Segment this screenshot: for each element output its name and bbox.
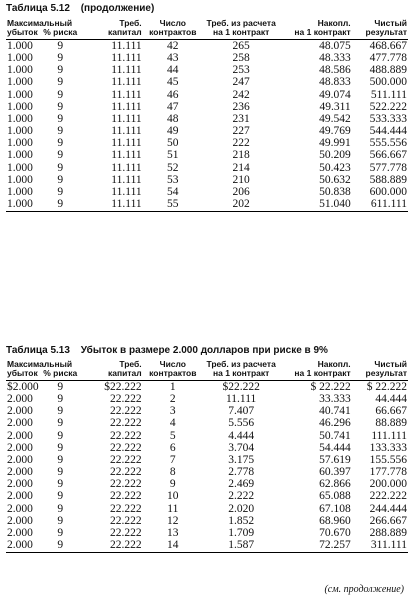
required-per-contract-cell: 1.709: [228, 526, 255, 539]
risk-percent-cell: 9: [57, 466, 64, 479]
risk-percent-cell: 9: [57, 502, 64, 515]
accumulated-cell: 51.040: [279, 198, 351, 212]
accumulated-cell: 49.311: [319, 100, 351, 113]
accumulated-cell: 62.866: [319, 478, 351, 491]
contracts-cell: 45: [167, 76, 179, 89]
accumulated-cell: 48.333: [319, 52, 351, 65]
table-row: [6, 503, 408, 515]
contracts-cell: 54: [167, 185, 179, 198]
net-result-cell: 488.889: [369, 64, 407, 77]
required-per-contract-cell: 11.111: [225, 393, 257, 406]
max-loss-cell: 2.000: [7, 393, 33, 406]
required-capital-cell: 22.222: [78, 539, 142, 553]
net-result-cell: 200.000: [369, 478, 407, 491]
contracts-cell: 48: [167, 112, 179, 125]
accumulated-cell: 49.769: [319, 125, 351, 138]
table-row: [6, 417, 408, 429]
required-capital-cell: 11.111: [111, 100, 142, 113]
col-header-risk-percent: % риска: [42, 360, 78, 381]
table-row: [6, 198, 408, 212]
net-result-cell: 511.111: [370, 88, 407, 101]
contracts-cell: 55: [143, 198, 203, 212]
max-loss-cell: 1.000: [7, 88, 33, 101]
table-row: [6, 454, 408, 466]
table-row: [6, 64, 408, 76]
col-header-max-loss: Максимальный убыток: [6, 360, 42, 381]
net-result-cell: 155.556: [369, 453, 407, 466]
col-header-required-per-contract: Треб. из расчета на 1 контракт: [203, 19, 279, 40]
net-result-cell: 555.556: [369, 137, 407, 150]
required-per-contract-cell: 242: [232, 88, 250, 101]
max-loss-cell: 2.000: [7, 453, 33, 466]
required-per-contract-cell: 2.778: [228, 466, 255, 479]
contracts-cell: 5: [169, 429, 176, 442]
accumulated-cell: 70.670: [319, 526, 351, 539]
accumulated-cell: 50.423: [319, 161, 351, 174]
net-result-cell: 566.667: [369, 149, 407, 162]
max-loss-cell: 1.000: [7, 125, 33, 138]
contracts-cell: 1: [169, 381, 176, 393]
accumulated-cell: 68.960: [319, 514, 351, 527]
risk-percent-cell: 9: [57, 453, 64, 466]
net-result-cell: 588.889: [369, 173, 407, 186]
risk-percent-cell: 9: [57, 173, 64, 186]
net-result-cell: 311.111: [352, 539, 408, 553]
net-result-cell: 111.111: [371, 429, 407, 442]
required-per-contract-cell: 1.852: [228, 514, 255, 527]
net-result-cell: 266.667: [369, 514, 407, 527]
accumulated-cell: $ 22.222: [310, 381, 351, 393]
required-per-contract-cell: 3.175: [228, 453, 255, 466]
required-per-contract-cell: 247: [232, 76, 250, 89]
contracts-cell: 4: [169, 417, 176, 430]
contracts-cell: 2: [169, 393, 176, 406]
contracts-cell: 11: [167, 502, 179, 515]
table-number: Таблица 5.12: [6, 3, 70, 14]
accumulated-cell: 50.632: [319, 173, 351, 186]
risk-percent-cell: 9: [57, 161, 64, 174]
continued-note: (см. продолжение): [324, 584, 404, 595]
max-loss-cell: 2.000: [7, 502, 33, 515]
required-capital-cell: 22.222: [110, 417, 142, 430]
table-row: [6, 527, 408, 539]
required-capital-cell: 11.111: [111, 149, 142, 162]
required-capital-cell: 22.222: [110, 526, 142, 539]
max-loss-cell: 2.000: [7, 490, 33, 503]
max-loss-cell: 1.000: [7, 137, 33, 150]
contracts-cell: 46: [167, 88, 179, 101]
required-capital-cell: 11.111: [111, 161, 142, 174]
contracts-cell: 6: [169, 441, 176, 454]
contracts-cell: 8: [169, 466, 176, 479]
required-capital-cell: $22.222: [104, 381, 142, 393]
accumulated-cell: 49.991: [319, 137, 351, 150]
required-per-contract-cell: 2.020: [228, 502, 255, 515]
max-loss-cell: 1.000: [7, 185, 33, 198]
required-capital-cell: 11.111: [78, 198, 142, 212]
required-per-contract-cell: 253: [232, 64, 250, 77]
risk-percent-cell: 9: [57, 429, 64, 442]
required-capital-cell: 22.222: [110, 478, 142, 491]
net-result-cell: 288.889: [369, 526, 407, 539]
net-result-cell: 577.778: [369, 161, 407, 174]
max-loss-cell: 2.000: [7, 466, 33, 479]
required-per-contract-cell: 227: [232, 125, 250, 138]
net-result-cell: 611.111: [352, 198, 408, 212]
risk-percent-cell: 9: [57, 405, 64, 418]
required-capital-cell: 22.222: [110, 490, 142, 503]
net-result-cell: 533.333: [369, 112, 407, 125]
col-header-contracts: Число контрактов: [143, 360, 203, 381]
net-result-cell: 244.444: [369, 502, 407, 515]
max-loss-cell: 2.000: [6, 539, 42, 553]
table-header-row: [6, 360, 408, 381]
table-row: [6, 89, 408, 101]
required-per-contract-cell: 206: [232, 185, 250, 198]
risk-percent-cell: 9: [57, 393, 64, 406]
table-row: [6, 113, 408, 125]
max-loss-cell: 2.000: [7, 441, 33, 454]
required-capital-cell: 11.111: [111, 52, 142, 65]
table-5-12: [6, 19, 408, 212]
net-result-cell: 477.778: [369, 52, 407, 65]
required-capital-cell: 11.111: [111, 76, 142, 89]
max-loss-cell: 1.000: [7, 112, 33, 125]
contracts-cell: 49: [167, 125, 179, 138]
required-per-contract-cell: 231: [232, 112, 250, 125]
max-loss-cell: 2.000: [7, 417, 33, 430]
col-header-net-result: Чистый результат: [352, 360, 408, 381]
required-capital-cell: 22.222: [110, 502, 142, 515]
required-capital-cell: 11.111: [111, 88, 142, 101]
accumulated-cell: 49.074: [319, 88, 351, 101]
max-loss-cell: 2.000: [7, 405, 33, 418]
table-row: [6, 101, 408, 113]
contracts-cell: 52: [167, 161, 179, 174]
required-per-contract-cell: 265: [232, 40, 250, 52]
risk-percent-cell: 9: [57, 76, 64, 89]
net-result-cell: 222.222: [369, 490, 407, 503]
accumulated-cell: 50.209: [319, 149, 351, 162]
risk-percent-cell: 9: [57, 381, 64, 393]
table-5-13-caption: [6, 345, 328, 356]
col-header-accumulated-per-contract: Накопл. на 1 контракт: [279, 360, 351, 381]
required-capital-cell: 11.111: [111, 125, 142, 138]
col-header-risk-percent: % риска: [42, 19, 78, 40]
max-loss-cell: 2.000: [7, 514, 33, 527]
table-row: [6, 52, 408, 64]
required-per-contract-cell: 218: [232, 149, 250, 162]
table-row: [6, 40, 408, 53]
max-loss-cell: 1.000: [7, 64, 33, 77]
col-header-required-capital: Треб. капитал: [78, 360, 142, 381]
accumulated-cell: 50.741: [319, 429, 351, 442]
table-row: [6, 442, 408, 454]
required-capital-cell: 11.111: [111, 173, 142, 186]
table-row: [6, 478, 408, 490]
risk-percent-cell: 9: [57, 125, 64, 138]
max-loss-cell: 1.000: [7, 173, 33, 186]
table-row: [6, 539, 408, 553]
max-loss-cell: 2.000: [7, 526, 33, 539]
accumulated-cell: 54.444: [319, 441, 351, 454]
contracts-cell: 50: [167, 137, 179, 150]
required-per-contract-cell: 3.704: [228, 441, 255, 454]
contracts-cell: 7: [169, 453, 176, 466]
table-row: [6, 186, 408, 198]
accumulated-cell: 49.542: [319, 112, 351, 125]
col-header-contracts: Число контрактов: [143, 19, 203, 40]
max-loss-cell: 1.000: [7, 149, 33, 162]
risk-percent-cell: 9: [57, 441, 64, 454]
net-result-cell: 500.000: [369, 76, 407, 89]
net-result-cell: 544.444: [369, 125, 407, 138]
accumulated-cell: 33.333: [319, 393, 351, 406]
accumulated-cell: 40.741: [319, 405, 351, 418]
required-capital-cell: 22.222: [110, 514, 142, 527]
required-per-contract-cell: $22.222: [222, 381, 260, 393]
net-result-cell: $ 22.222: [366, 381, 407, 393]
net-result-cell: 522.222: [369, 100, 407, 113]
risk-percent-cell: 9: [42, 539, 78, 553]
table-row: [6, 466, 408, 478]
risk-percent-cell: 9: [57, 40, 64, 52]
table-5-13: [6, 360, 408, 553]
contracts-cell: 42: [167, 40, 179, 52]
table-row: [6, 405, 408, 417]
table-row: [6, 393, 408, 405]
table-row: [6, 162, 408, 174]
accumulated-cell: 48.075: [319, 40, 351, 52]
contracts-cell: 9: [169, 478, 176, 491]
required-per-contract-cell: 222: [232, 137, 250, 150]
max-loss-cell: 2.000: [7, 429, 33, 442]
risk-percent-cell: 9: [57, 137, 64, 150]
col-header-required-per-contract: Треб. из расчета на 1 контракт: [203, 360, 279, 381]
table-number: Таблица 5.13: [6, 345, 70, 356]
accumulated-cell: 50.838: [319, 185, 351, 198]
required-per-contract-cell: 5.556: [228, 417, 255, 430]
required-capital-cell: 11.111: [111, 112, 142, 125]
contracts-cell: 44: [167, 64, 179, 77]
accumulated-cell: 72.257: [279, 539, 351, 553]
required-capital-cell: 22.222: [110, 405, 142, 418]
required-per-contract-cell: 1.587: [203, 539, 279, 553]
risk-percent-cell: 9: [57, 64, 64, 77]
required-per-contract-cell: 210: [232, 173, 250, 186]
table-row: [6, 490, 408, 502]
required-capital-cell: 22.222: [110, 466, 142, 479]
net-result-cell: 133.333: [369, 441, 407, 454]
risk-percent-cell: 9: [57, 88, 64, 101]
risk-percent-cell: 9: [57, 478, 64, 491]
risk-percent-cell: 9: [57, 52, 64, 65]
col-header-required-capital: Треб. капитал: [78, 19, 142, 40]
required-per-contract-cell: 214: [232, 161, 250, 174]
required-capital-cell: 11.111: [111, 185, 142, 198]
contracts-cell: 14: [143, 539, 203, 553]
net-result-cell: 66.667: [375, 405, 407, 418]
required-per-contract-cell: 258: [232, 52, 250, 65]
risk-percent-cell: 9: [42, 198, 78, 212]
table-title: (продолжение): [80, 3, 155, 14]
table-title: Убыток в размере 2.000 долларов при риске в 9%: [80, 345, 328, 356]
required-capital-cell: 11.111: [111, 137, 142, 150]
table-5-12-caption: [6, 3, 154, 14]
net-result-cell: 468.667: [369, 40, 407, 52]
contracts-cell: 53: [167, 173, 179, 186]
table-header-row: [6, 19, 408, 40]
contracts-cell: 51: [167, 149, 179, 162]
max-loss-cell: 1.000: [7, 40, 33, 52]
net-result-cell: 177.778: [369, 466, 407, 479]
table-row: [6, 149, 408, 161]
max-loss-cell: 1.000: [7, 76, 33, 89]
risk-percent-cell: 9: [57, 417, 64, 430]
max-loss-cell: $2.000: [7, 381, 39, 393]
required-per-contract-cell: 2.222: [228, 490, 255, 503]
contracts-cell: 47: [167, 100, 179, 113]
table-row: [6, 381, 408, 394]
accumulated-cell: 67.108: [319, 502, 351, 515]
risk-percent-cell: 9: [57, 490, 64, 503]
table-row: [6, 174, 408, 186]
required-per-contract-cell: 236: [232, 100, 250, 113]
required-per-contract-cell: 7.407: [228, 405, 255, 418]
required-per-contract-cell: 2.469: [228, 478, 255, 491]
required-per-contract-cell: 202: [203, 198, 279, 212]
contracts-cell: 13: [167, 526, 179, 539]
risk-percent-cell: 9: [57, 112, 64, 125]
risk-percent-cell: 9: [57, 100, 64, 113]
required-capital-cell: 11.111: [111, 64, 142, 77]
contracts-cell: 43: [167, 52, 179, 65]
risk-percent-cell: 9: [57, 149, 64, 162]
max-loss-cell: 2.000: [7, 478, 33, 491]
table-row: [6, 137, 408, 149]
accumulated-cell: 57.619: [319, 453, 351, 466]
risk-percent-cell: 9: [57, 526, 64, 539]
required-capital-cell: 22.222: [110, 429, 142, 442]
net-result-cell: 600.000: [369, 185, 407, 198]
required-per-contract-cell: 4.444: [228, 429, 255, 442]
contracts-cell: 12: [167, 514, 179, 527]
col-header-accumulated-per-contract: Накопл. на 1 контракт: [279, 19, 351, 40]
table-row: [6, 430, 408, 442]
col-header-net-result: Чистый результат: [352, 19, 408, 40]
accumulated-cell: 48.833: [319, 76, 351, 89]
accumulated-cell: 46.296: [319, 417, 351, 430]
accumulated-cell: 48.586: [319, 64, 351, 77]
required-capital-cell: 22.222: [110, 393, 142, 406]
risk-percent-cell: 9: [57, 514, 64, 527]
max-loss-cell: 1.000: [7, 52, 33, 65]
max-loss-cell: 1.000: [7, 100, 33, 113]
max-loss-cell: 1.000: [6, 198, 42, 212]
accumulated-cell: 60.397: [319, 466, 351, 479]
col-header-max-loss: Максимальный убыток: [6, 19, 42, 40]
contracts-cell: 10: [167, 490, 179, 503]
accumulated-cell: 65.088: [319, 490, 351, 503]
risk-percent-cell: 9: [57, 185, 64, 198]
contracts-cell: 3: [169, 405, 176, 418]
required-capital-cell: 22.222: [110, 453, 142, 466]
net-result-cell: 88.889: [375, 417, 407, 430]
max-loss-cell: 1.000: [7, 161, 33, 174]
table-row: [6, 76, 408, 88]
table-row: [6, 515, 408, 527]
net-result-cell: 44.444: [375, 393, 407, 406]
required-capital-cell: 22.222: [110, 441, 142, 454]
table-row: [6, 125, 408, 137]
required-capital-cell: 11.111: [111, 40, 142, 52]
